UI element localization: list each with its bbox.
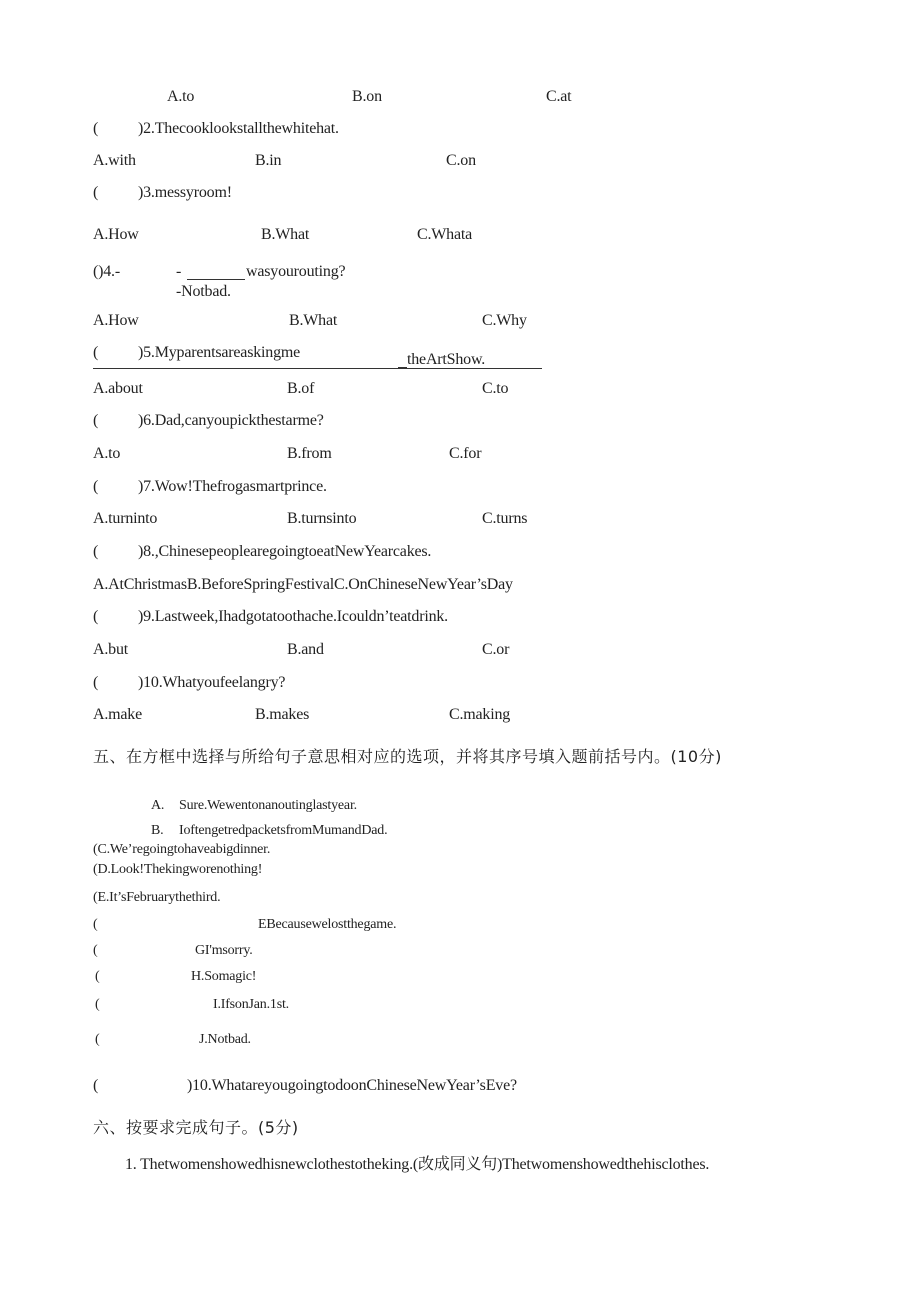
- section-5-heading: 五、在方框中选择与所给句子意思相对应的选项，并将其序号填入题前括号内。(10分): [93, 747, 722, 766]
- q8-answer-paren: (: [93, 543, 99, 560]
- q5-option-c: C.to: [482, 380, 509, 397]
- q9-option-c: C.or: [482, 641, 510, 658]
- q3-option-b: B.What: [261, 226, 310, 243]
- q8-text: )8.,ChinesepeoplearegoingtoeatNewYearcakes.: [138, 543, 432, 560]
- match-paren: (: [93, 943, 98, 958]
- q2-option-b: B.in: [255, 152, 282, 169]
- q8-options: A.AtChristmasB.BeforeSpringFestivalC.OnChineseNewYear’sDay: [93, 576, 513, 593]
- q4-option-a: A.How: [93, 312, 139, 329]
- match-option: I.IfsonJan.1st.: [213, 997, 289, 1012]
- match-paren: (: [95, 969, 100, 984]
- q6-text: )6.Dad,canyoupickthestarme?: [138, 412, 324, 429]
- q5-text-tail: theArtShow.: [407, 351, 486, 368]
- q2-option-c: C.on: [446, 152, 476, 169]
- box-option-d: (D.Look!Thekingworenothing!: [93, 862, 263, 877]
- q9-option-b: B.and: [287, 641, 324, 658]
- q3-text: )3.messyroom!: [138, 184, 232, 201]
- q9-answer-paren: (: [93, 608, 99, 625]
- q1-option-a: A.to: [167, 88, 195, 105]
- box-option-b-text: IoftengetredpacketsfromMumandDad.: [179, 823, 388, 838]
- q4-option-c: C.Why: [482, 312, 527, 329]
- match-option: EBecausewelostthegame.: [258, 917, 397, 932]
- match-paren: (: [95, 1032, 100, 1047]
- q3-option-c: C.Whata: [417, 226, 473, 243]
- q4-reply: -Notbad.: [176, 283, 231, 300]
- q2-option-a: A.with: [93, 152, 136, 169]
- q10-text: )10.Whatyoufeelangry?: [138, 674, 286, 691]
- q7-text: )7.Wow!Thefrogasmartprince.: [138, 478, 327, 495]
- match-paren: (: [93, 917, 98, 932]
- q6-option-c: C.for: [449, 445, 482, 462]
- q4-text-tail: wasyourouting?: [246, 263, 346, 280]
- q2-text: )2.Thecooklookstallthewhitehat.: [138, 120, 339, 137]
- q4-answer-blank: [187, 279, 245, 280]
- q9-text: )9.Lastweek,Ihadgotatoothache.Icouldn’teatdrink.: [138, 608, 448, 625]
- q4-text: ()4.-: [93, 263, 120, 280]
- q7-option-a: A.turninto: [93, 510, 158, 527]
- q5-option-a: A.about: [93, 380, 143, 397]
- q6-option-a: A.to: [93, 445, 121, 462]
- box-option-c: (C.We’regoingtohaveabigdinner.: [93, 842, 271, 857]
- q5-option-b: B.of: [287, 380, 315, 397]
- match-option: GI'msorry.: [195, 943, 253, 958]
- q9-option-a: A.but: [93, 641, 129, 658]
- q7-option-c: C.turns: [482, 510, 528, 527]
- q10-option-b: B.makes: [255, 706, 310, 723]
- section-6-item-1: 1. Thetwomenshowedhisnewclothestotheking.(改成同义句)Thetwomenshowedthehisclothes.: [125, 1156, 710, 1173]
- q5-text: )5.Myparentsareaskingme: [138, 344, 301, 361]
- q5-answer-paren: (: [93, 344, 99, 361]
- box-option-b-label: B.: [151, 823, 164, 838]
- q6-option-b: B.from: [287, 445, 332, 462]
- q2-answer-paren: (: [93, 120, 99, 137]
- match-option: H.Somagic!: [191, 969, 257, 984]
- q1-option-c: C.at: [546, 88, 572, 105]
- box-option-a-label: A.: [151, 798, 165, 813]
- q7-answer-paren: (: [93, 478, 99, 495]
- section-6-heading: 六、按要求完成句子。(5分): [93, 1118, 299, 1137]
- q3-answer-paren: (: [93, 184, 99, 201]
- box-option-e: (E.It’sFebruarythethird.: [93, 890, 221, 905]
- q10-answer-paren: (: [93, 674, 99, 691]
- match-paren: (: [95, 997, 100, 1012]
- q4-option-b: B.What: [289, 312, 338, 329]
- q3-option-a: A.How: [93, 226, 139, 243]
- q7-option-b: B.turnsinto: [287, 510, 357, 527]
- q6-answer-paren: (: [93, 412, 99, 429]
- q5-blank-start: [398, 367, 407, 368]
- match-last-question: )10.WhatareyougoingtodoonChineseNewYear’sEve?: [187, 1077, 517, 1094]
- q5-answer-blank: [93, 368, 542, 369]
- box-option-a-text: Sure.Wewentonanoutinglastyear.: [179, 798, 357, 813]
- q1-option-b: B.on: [352, 88, 382, 105]
- q10-option-a: A.make: [93, 706, 143, 723]
- q10-option-c: C.making: [449, 706, 511, 723]
- match-last-paren: (: [93, 1077, 99, 1094]
- match-option: J.Notbad.: [199, 1032, 251, 1047]
- q4-dash: -: [176, 263, 182, 280]
